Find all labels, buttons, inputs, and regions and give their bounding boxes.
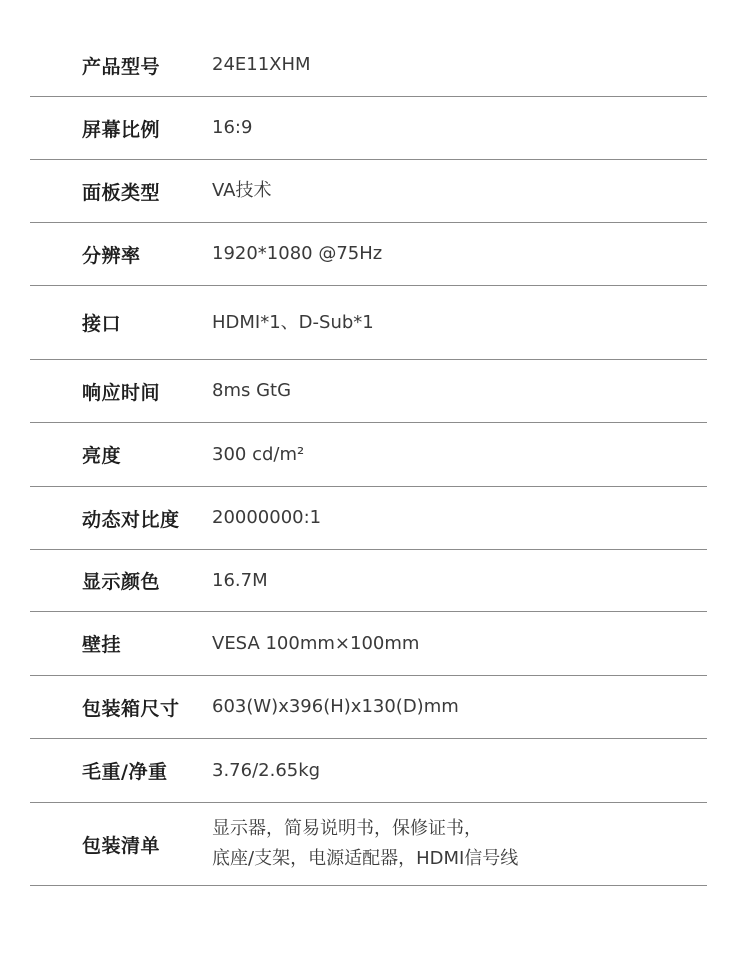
- spec-row-aspect-ratio: [30, 96, 707, 159]
- spec-value: 16.7M: [212, 569, 268, 591]
- spec-label: 响应时间: [82, 381, 161, 404]
- spec-row-resolution: [30, 222, 707, 285]
- spec-label: 毛重/净重: [82, 761, 168, 783]
- spec-value: 16:9: [212, 117, 253, 138]
- spec-row-contrast: [30, 486, 707, 549]
- spec-value-line: 显示器，简易说明书，保修证书，: [212, 818, 482, 839]
- spec-label: 壁挂: [82, 634, 122, 656]
- spec-value: 3.76/2.65kg: [212, 759, 321, 781]
- spec-value-line: 底座/支架，电源适配器，HDMI信号线: [212, 848, 519, 869]
- spec-row-panel-type: [30, 159, 707, 222]
- spec-value-multiline: [212, 814, 707, 874]
- spec-label: 显示颜色: [82, 571, 161, 593]
- spec-label: 面板类型: [82, 181, 161, 204]
- spec-value: 300 cd/m²: [212, 443, 305, 465]
- spec-label: 包装箱尺寸: [82, 697, 180, 720]
- spec-table: [30, 34, 707, 886]
- spec-value: 603(W)x396(H)x130(D)mm: [212, 696, 459, 717]
- spec-row-colors: [30, 549, 707, 611]
- spec-row-response-time: [30, 359, 707, 422]
- spec-row-ports: [30, 285, 707, 359]
- spec-row-box-size: [30, 675, 707, 738]
- spec-label: 分辨率: [82, 244, 141, 267]
- spec-label: 包装清单: [82, 834, 161, 857]
- spec-value: HDMI*1、D-Sub*1: [212, 311, 374, 333]
- spec-value: 20000000:1: [212, 507, 322, 528]
- spec-value: 24E11XHM: [212, 54, 311, 75]
- spec-label: 屏幕比例: [82, 118, 161, 141]
- spec-row-weight: [30, 738, 707, 802]
- spec-value: 1920*1080 @75Hz: [212, 243, 383, 264]
- spec-label: 动态对比度: [82, 508, 180, 531]
- spec-label: 接口: [82, 313, 122, 335]
- spec-row-model: [30, 34, 707, 96]
- spec-value: VESA 100mm×100mm: [212, 632, 420, 654]
- spec-row-wall-mount: [30, 611, 707, 675]
- spec-label: 亮度: [82, 445, 122, 467]
- spec-value: 8ms GtG: [212, 380, 292, 401]
- spec-row-package-contents: [30, 802, 707, 885]
- spec-row-brightness: [30, 422, 707, 486]
- spec-value: VA技术: [212, 180, 272, 201]
- spec-label: 产品型号: [82, 55, 161, 78]
